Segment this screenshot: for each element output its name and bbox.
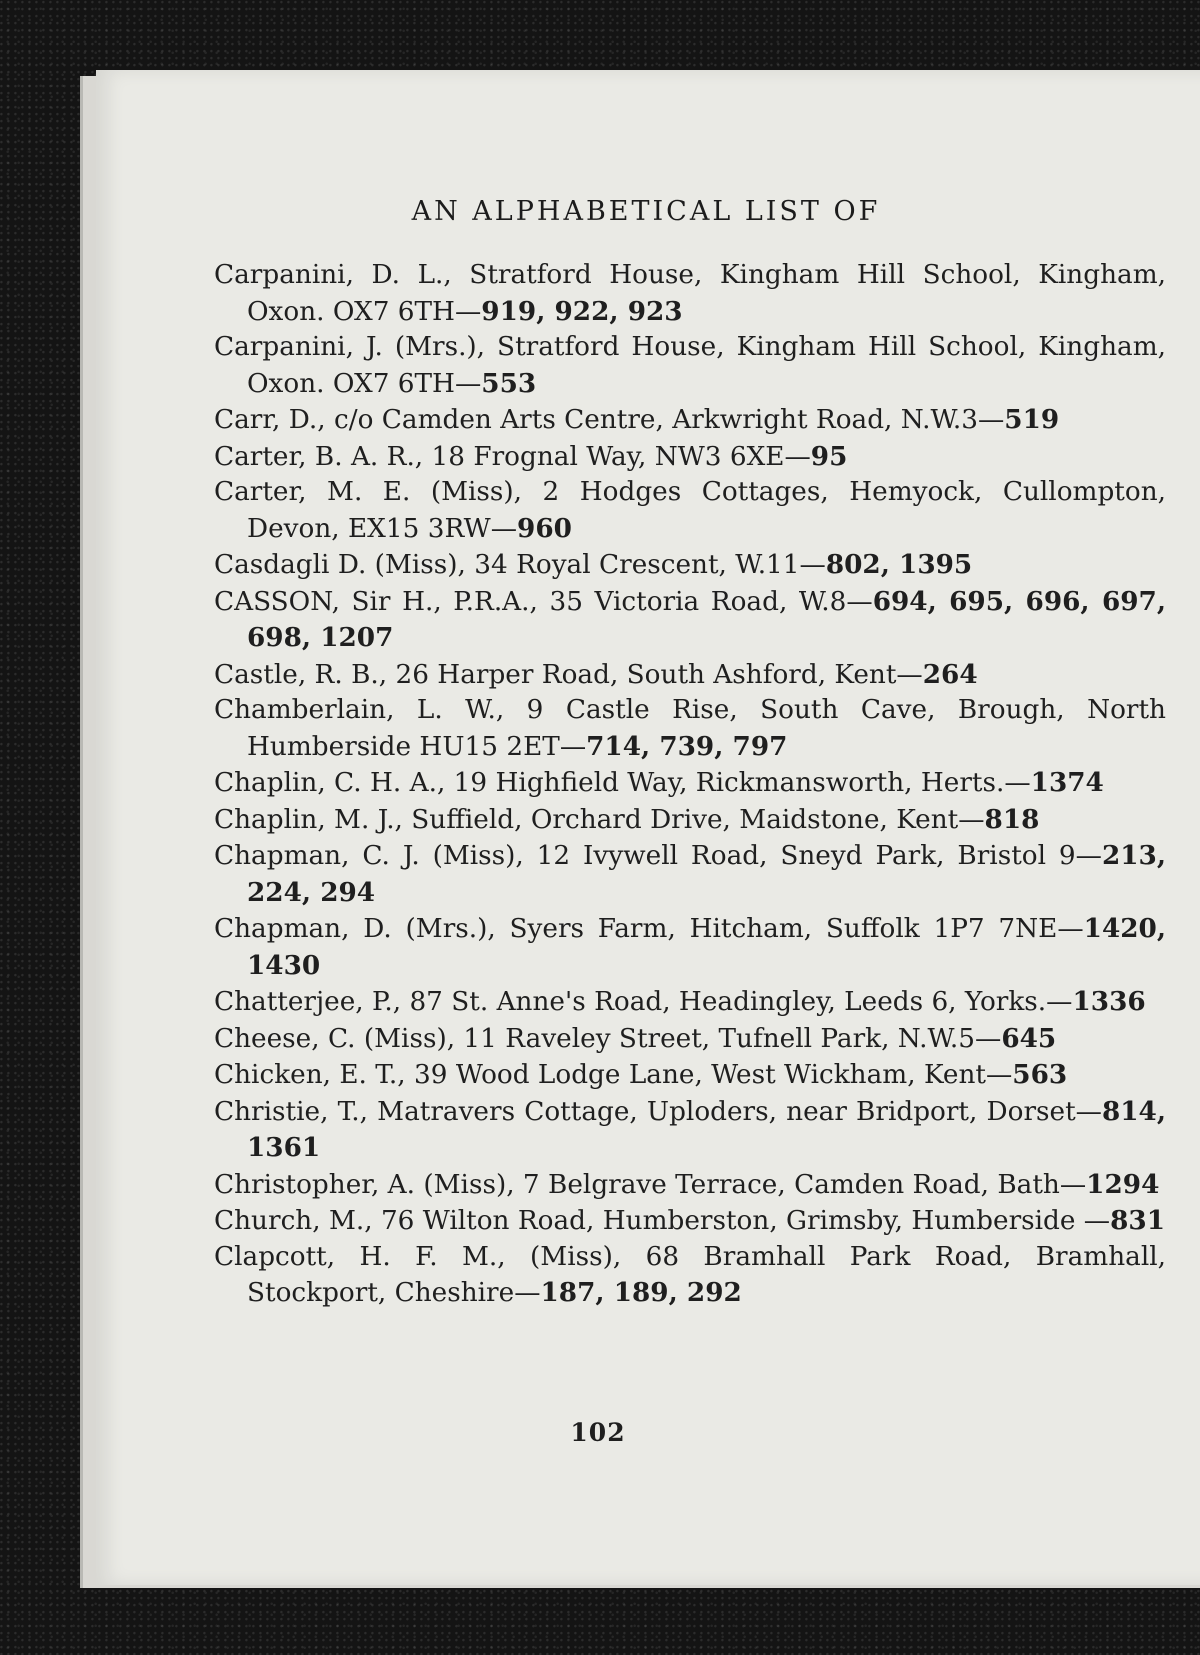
list-item <box>214 1240 1166 1312</box>
list-item <box>214 657 1166 694</box>
entry-numbers: 264 <box>922 658 978 690</box>
entry-numbers: 1374 <box>1030 767 1104 798</box>
entry-numbers: 919, 922, 923 <box>481 295 683 327</box>
entry-numbers: 714, 739, 797 <box>586 730 788 762</box>
entry-text: Christie, T., Matravers Cottage, Uploders, near Bridport, Dorset— <box>214 1096 1102 1127</box>
list-item <box>214 547 1166 584</box>
list-item <box>214 258 1166 330</box>
entry-numbers: 1420, 1430 <box>247 913 1166 981</box>
list-item <box>214 330 1166 402</box>
entry-text: Castle, R. B., 26 Harper Road, South Ashford, Kent— <box>214 659 923 690</box>
list-item <box>214 802 1166 839</box>
entry-numbers: 802, 1395 <box>825 549 973 580</box>
entry-numbers: 519 <box>1004 404 1060 435</box>
entry-text: Chaplin, M. J., Suffield, Orchard Drive, Maidstone, Kent— <box>214 804 985 835</box>
entry-text: Clapcott, H. F. M., (Miss), 68 Bramhall Park Road, Bramhall, Stockport, Cheshire— <box>214 1241 1166 1308</box>
list-item <box>214 439 1166 476</box>
entry-numbers: 831 <box>1110 1205 1166 1236</box>
list-item <box>214 1057 1166 1094</box>
entry-text: CASSON, Sir H., P.R.A., 35 Victoria Road, W.8— <box>214 586 873 617</box>
entry-text: Carr, D., c/o Camden Arts Centre, Arkwright Road, N.W.3— <box>214 405 1005 435</box>
list-item <box>214 1167 1166 1204</box>
entry-numbers: 213, 224, 294 <box>247 840 1166 908</box>
list-item <box>214 402 1166 439</box>
entry-text: Carpanini, D. L., Stratford House, Kingham Hill School, Kingham, Oxon. OX7 6TH— <box>214 260 1166 327</box>
entry-numbers: 960 <box>517 512 572 544</box>
entry-numbers: 187, 189, 292 <box>540 1277 742 1308</box>
list-item <box>214 984 1166 1021</box>
entry-text: Cheese, C. (Miss), 11 Raveley Street, Tufnell Park, N.W.5— <box>214 1023 1002 1054</box>
list-item <box>214 765 1166 802</box>
page-heading: AN ALPHABETICAL LIST OF <box>411 196 881 227</box>
entry-numbers: 814, 1361 <box>247 1095 1166 1163</box>
entry-text: Church, M., 76 Wilton Road, Humberston, Grimsby, Humberside — <box>214 1206 1111 1236</box>
list-item <box>214 693 1166 765</box>
entry-text: Chapman, C. J. (Miss), 12 Ivywell Road, Sneyd Park, Bristol 9— <box>214 841 1102 871</box>
entry-numbers: 1336 <box>1072 986 1146 1017</box>
list-item <box>214 475 1166 547</box>
entry-text: Chicken, E. T., 39 Wood Lodge Lane, West Wickham, Kent— <box>214 1060 1013 1090</box>
entry-text: Casdagli D. (Miss), 34 Royal Crescent, W.11— <box>214 550 826 580</box>
list-item <box>214 1203 1166 1240</box>
entry-numbers: 818 <box>984 803 1040 835</box>
entry-numbers: 694, 695, 696, 697, 698, 1207 <box>247 585 1167 653</box>
entry-numbers: 95 <box>810 440 848 472</box>
page-number: 102 <box>570 1418 626 1447</box>
list-item <box>214 1021 1166 1058</box>
entry-text: Carpanini, J. (Mrs.), Stratford House, Kingham Hill School, Kingham, Oxon. OX7 6TH— <box>214 332 1166 399</box>
list-item <box>214 911 1166 984</box>
list-item <box>214 838 1166 911</box>
entry-text: Chaplin, C. H. A., 19 Highfield Way, Rickmansworth, Herts.— <box>214 768 1031 798</box>
list-item <box>214 584 1166 657</box>
entry-text: Carter, B. A. R., 18 Frognal Way, NW3 6XE— <box>214 441 811 472</box>
entry-text: Chatterjee, P., 87 St. Anne's Road, Headingley, Leeds 6, Yorks.— <box>214 987 1073 1017</box>
list-item <box>214 1094 1166 1167</box>
entry-text: Christopher, A. (Miss), 7 Belgrave Terrace, Camden Road, Bath— <box>214 1169 1087 1200</box>
entry-numbers: 553 <box>481 367 537 399</box>
entry-text: Chamberlain, L. W., 9 Castle Rise, South Cave, Brough, North Humberside HU15 2ET— <box>214 695 1166 762</box>
entry-text: Carter, M. E. (Miss), 2 Hodges Cottages, Hemyock, Cullompton, Devon, EX15 3RW— <box>214 477 1166 544</box>
entry-numbers: 645 <box>1001 1022 1057 1054</box>
entry-numbers: 1294 <box>1086 1168 1160 1200</box>
entry-list <box>214 258 1166 1312</box>
entry-numbers: 563 <box>1012 1059 1068 1090</box>
entry-text: Chapman, D. (Mrs.), Syers Farm, Hitcham, Suffolk 1P7 7NE— <box>214 914 1084 944</box>
